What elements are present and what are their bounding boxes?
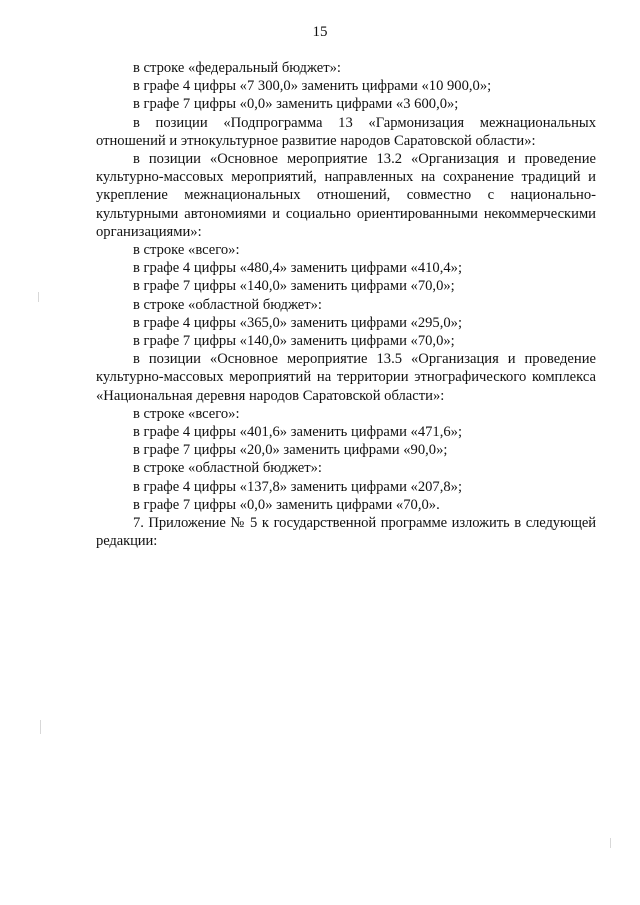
paragraph-column-7-federal: в графе 7 цифры «0,0» заменить цифрами «3 600,0»;	[133, 96, 459, 113]
paragraph-column-4-federal: в графе 4 цифры «7 300,0» заменить цифрами «10 900,0»;	[133, 78, 492, 95]
paragraph-column-7-total-13-2: в графе 7 цифры «140,0» заменить цифрами «70,0»;	[133, 278, 455, 295]
paragraph-regional-budget-row-13-2: в строке «областной бюджет»:	[133, 296, 322, 313]
paragraph-subprogram-13: в позиции «Подпрограмма 13 «Гармонизация межнациональных отношений и этнокультурное развитие народов Саратовской области»:	[96, 114, 596, 149]
paragraph-appendix-5: 7. Приложение № 5 к государственной программе изложить в следующей редакции:	[96, 515, 596, 550]
document-body	[96, 59, 596, 550]
scan-mark-left-upper	[38, 292, 39, 302]
page-number: 15	[312, 24, 328, 40]
paragraph-main-event-13-2: в позиции «Основное мероприятие 13.2 «Организация и проведение культурно-массовых мероприятий, направленных на сохранение традиций и укрепление межнациональных отношений, совместно с национально-культурными автономиями и социально ориентированными некоммерческими организациями»:	[96, 151, 596, 240]
paragraph-column-4-regional-13-5: в графе 4 цифры «137,8» заменить цифрами «207,8»;	[133, 478, 463, 495]
paragraph-federal-budget-row: в строке «федеральный бюджет»:	[133, 60, 341, 76]
paragraph-main-event-13-5: в позиции «Основное мероприятие 13.5 «Организация и проведение культурно-массовых мероприятий на территории этнографического комплекса «Национальная деревня народов Саратовской области»:	[96, 351, 596, 404]
paragraph-regional-budget-row-13-5: в строке «областной бюджет»:	[133, 460, 322, 477]
paragraph-column-4-total-13-5: в графе 4 цифры «401,6» заменить цифрами «471,6»;	[133, 424, 463, 441]
scan-mark-left-middle	[40, 720, 41, 734]
paragraph-column-4-regional-13-2: в графе 4 цифры «365,0» заменить цифрами «295,0»;	[133, 314, 463, 331]
paragraph-column-7-regional-13-2: в графе 7 цифры «140,0» заменить цифрами «70,0»;	[133, 333, 455, 350]
paragraph-total-row-13-2: в строке «всего»:	[133, 242, 240, 259]
paragraph-total-row-13-5: в строке «всего»:	[133, 405, 240, 422]
scan-mark-right-lower	[610, 838, 611, 848]
paragraph-column-4-total-13-2: в графе 4 цифры «480,4» заменить цифрами «410,4»;	[133, 260, 463, 277]
paragraph-column-7-total-13-5: в графе 7 цифры «20,0» заменить цифрами «90,0»;	[133, 442, 448, 459]
paragraph-column-7-regional-13-5: в графе 7 цифры «0,0» заменить цифрами «70,0».	[133, 496, 440, 513]
